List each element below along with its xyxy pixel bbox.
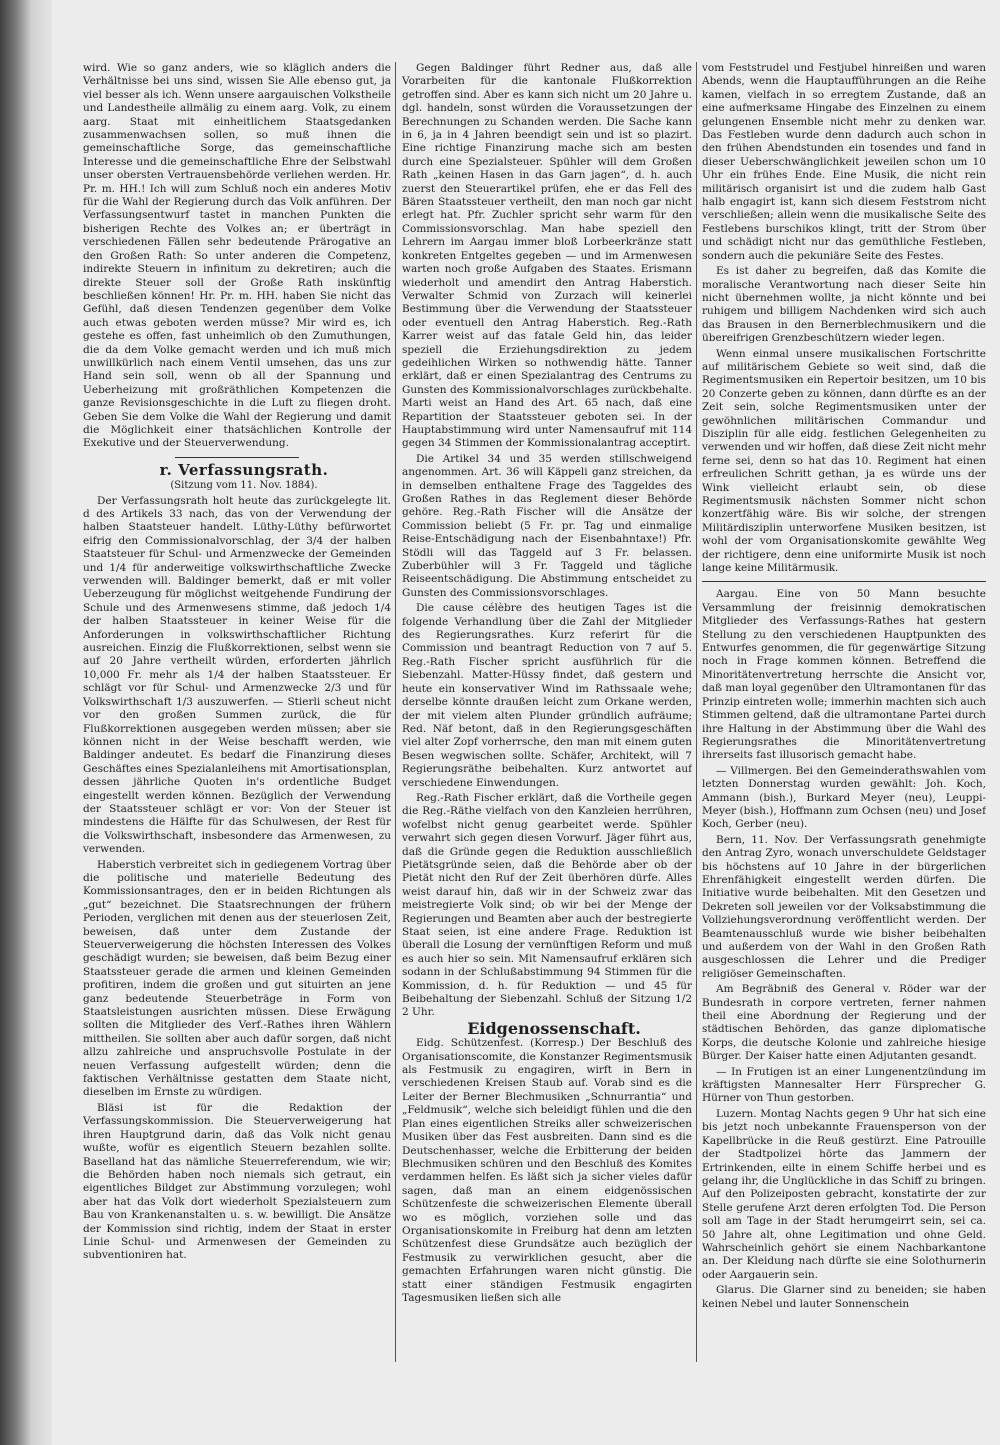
- article-paragraph: vom Feststrudel und Festjubel hinreißen und waren Abends, wenn die Hauptaufführungen an die Reihe kamen, vielfach in so erregtem Zustande, daß an eine aufmerksame Hingabe des Einzelnen zu einem gelungenen Ensemble nicht mehr zu denken war. Das Festleben wurde denn dadurch auch schon in den frühen Abendstunden ein tosendes und fand in dieser Ueberschwänglichkeit jeweilen schon um 10 Uhr ein frühes Ende. Eine Musik, die nicht rein militärisch organisirt ist und die zudem halb Gast halb engagirt ist, kann sich diesem Feststrom nicht verschließen; allein wenn die musikalische Seite des Festlebens burschikos klingt, tritt der Strom über und schädigt nicht nur das gemüthliche Festleben, sondern auch die pekuniäre Seite des Festes.: [702, 62, 986, 262]
- column-rule: [696, 62, 697, 1362]
- article-paragraph: Eidg. Schützenfest. (Korresp.) Der Beschluß des Organisationscomite, die Konstanzer Regimentsmusik als Festmusik zu engagiren, wirft in Bern in verschiedenen Kreisen Staub auf. Vorab sind es die Leiter der Berner Blechmusiken „Schnurrantia“ und „Feldmusik“, welche sich beleidigt fühlen und die den Plan eines eigentlichen Streiks aller schweizerischen Musiken über das Fest ausbreiten. Dann sind es die Deutschenhasser, welche die Erbitterung der beiden Blechmusiken schüren und den Beschluß des Komites verdammen helfen. Es läßt sich ja sicher vieles dafür sagen, daß man an einem eidgenössischen Schützenfeste die schweizerischen Elemente überall wo es möglich, vorziehen solle und das Organisationskomite in Freiburg hat denn am letzten Schützenfest diese Grundsätze auch bezüglich der Festmusik zu verwirklichen gesucht, aber die gemachten Erfahrungen waren nicht günstig. Die statt einer ständigen Festmusik engagirten Tagesmusiken ließen sich alle: [402, 1037, 692, 1304]
- article-paragraph: Reg.-Rath Fischer erklärt, daß die Vortheile gegen die Reg.-Räthe vielfach von den Kanzleien herrühren, wofelbst nicht genug gearbeitet werde. Spühler verwahrt sich gegen diesen Vorwurf. Jäger führt aus, daß die Gründe gegen die Reduktion ausschließlich Pietätsgründe seien, daß die Behörde aber ob der Pietät nicht den Ruf der Zeit überhören dürfe. Alles weist darauf hin, daß wir in der Schweiz zwar das meistregierte Volk sind; ob wir bei der Menge der Regierungen und Beamten aber auch der bestregierte Staat seien, ist eine andere Frage. Reduktion ist überall die Losung der vernünftigen Reform und muß es auch hier so sein. Mit Namensaufruf erklären sich sodann in der Schlußabstimmung 94 Stimmen für die Kommission, d. h. für Reduktion — und 45 für Beibehaltung der Siebenzahl. Schluß der Sitzung 1/2 2 Uhr.: [402, 791, 692, 1019]
- book-binding-edge: [0, 0, 52, 1445]
- news-item: Luzern. Montag Nachts gegen 9 Uhr hat sich eine bis jetzt noch unbekannte Frauensperson von der Kapellbrücke in die Reuß gestürzt. Eine Patrouille der Stadtpolizei hörte das Jammern der Ertrinkenden, eilte in einem Schiffe herbei und es gelang ihr, die Unglückliche in das Schiff zu bringen. Auf den Polizeiposten gebracht, konstatirte der zur Stelle gerufene Arzt deren erfolgten Tod. Die Person soll am Tage in der Stadt herumgeirrt sein, sei ca. 50 Jahre alt, ohne Legitimation und ohne Geld. Wahrscheinlich gehört sie einem Nachbarkantone an. Der Kleidung nach dürfte sie eine Solothurnerin oder Aargauerin sein.: [702, 1107, 986, 1281]
- section-heading: Eidgenossenschaft.: [467, 1018, 641, 1038]
- article-paragraph: Wenn einmal unsere musikalischen Fortschritte auf militärischem Gebiete so weit sind, daß die Regimentsmusiken ein Repertoir besitzen, um 10 bis 20 Conzerte geben zu können, dann dürfte es an der Zeit sein, solche Regimentsmusiken unter der gewöhnlichen militärischen Commandur und Disziplin für alle eidg. festlichen Gelegenheiten zu verwenden und wir hoffen, daß diese Zeit nicht mehr ferne sei, denn so hat das 10. Regiment hat einen erfreulichen Schritt gethan, ja es würde uns der Wink vielleicht erlaubt sein, ob diese Regimentsmusik nächsten Sommer nicht schon konzertfähig wäre. Bis wir solche, der strengen Militärdisziplin unterworfene Musiken besitzen, ist wohl der vom Organisationskomite gewählte Weg der richtigere, denn eine uniformirte Musik ist noch lange keine Militärmusik.: [702, 347, 986, 575]
- section-title: r. Verfassungsrath.: [159, 460, 329, 479]
- article-paragraph: Der Verfassungsrath holt heute das zurückgelegte lit. d des Artikels 33 nach, das von der Verwendung der halben Staatsteuer handelt. Lüthy-Lüthy befürwortet eifrig den Commissionalvorschlag, der 3/4 der halben Staatsteuer für Schul- und Armenzwecke der Gemeinden und 1/4 für anderweitige volkswirthschaftliche Zwecke verwenden will. Baldinger bemerkt, daß er mit voller Ueberzeugung für möglichst weitgehende Fundirung der Schule und des Armenwesens stimme, daß jedoch 1/4 der halben Staatssteuer in keiner Weise für die Anforderungen in volkswirthschaftlicher Richtung ausreichen. Einzig die Flußkorrektionen, selbst wenn sie auf 20 Jahre vertheilt würden, erforderten jährlich 10,000 Fr. mehr als 1/4 der halben Staatssteuer. Er schlägt vor für Schul- und Armenzwecke 2/3 und für Volkswirthschaft 1/3 auszuwerfen. — Stierli scheut nicht vor den großen Summen zurück, die für Flußkorrektionen ausgegeben werden müssen; aber sie können nicht in der Weise beschafft werden, wie Baldinger andeutet. Es bedarf die Finanzirung dieses Geschäftes eines Spezialanleihens mit Amortisationsplan, dessen jährliche Quoten in's ordentliche Budget eingestellt werden können. Bezüglich der Verwendung der Staatssteuer schlägt er vor: Von der Steuer ist mindestens die Hälfte für das Schulwesen, der Rest für die Volkswirthschaft, insbesondere das Armenwesen, zu verwenden.: [83, 494, 391, 856]
- news-item: — In Frutigen ist an einer Lungenentzündung im kräftigsten Mannesalter Herr Fürsprecher G. Hürner von Thun gestorben.: [702, 1065, 986, 1105]
- column-3: [702, 62, 986, 1362]
- newspaper-page: [52, 0, 1000, 1445]
- intro-paragraph: wird. Wie so ganz anders, wie so kläglich anders die Verhältnisse bei uns sind, wissen Sie Alle ebenso gut, ja viel besser als ich. Wenn unsere aargauischen Volkstheile und Landestheile allmälig zu einem aarg. Volk, zu einem aarg. Staat mit einheitlichem Staatsgedanken zusammenwachsen sollen, so muß ihnen die gemeinschaftliche Sorge, das gemeinschaftliche Interesse und die gemeinschaftliche Ehre der Selbstwahl unser obersten Vertrauensbehörde verliehen werden. Hr. Pr. m. HH.! Ich will zum Schluß noch ein anderes Motiv für die Wahl der Regierung durch das Volk anführen. Der Verfassungsentwurf tastet in manchen Punkten die bisherigen Rechte des Volkes an; er überträgt in verschiedenen Fällen sehr bedeutende Prärogative an den Großen Rath: So unter anderen die Competenz, indirekte Steuern in infinitum zu dekretiren; auch die direkte Steuer soll der Große Rath inskünftig beschließen können! Hr. Pr. m. HH. haben Sie nicht das Gefühl, daß diesen Tendenzen gegenüber dem Volke auch etwas geboten werden müsse? Mir wird es, ich gestehe es offen, fast unheimlich ob den Zumuthungen, die da dem Volke gemacht werden und ich muß mich unwillkürlich nach einem Ventil umsehen, das uns zur Hand sein soll, wenn ob all der Spannung und Ueberheizung mit großräthlichen Kompetenzen die ganze Revisionsgeschichte in die Luft zu fliegen droht. Geben Sie dem Volke die Wahl der Regierung und damit die Möglichkeit einer thatsächlichen Kontrolle der Exekutive und der Steuerverwendung.: [83, 62, 391, 450]
- news-item: — Villmergen. Bei den Gemeinderathswahlen vom letzten Donnerstag wurden gewählt: Joh. Koch, Ammann (bish.), Burkard Meyer (neu), Leuppi-Meyer (bish.), Hoffmann zum Ochsen (neu) und Josef Koch, Gerber (neu).: [702, 764, 986, 831]
- section-subtitle: (Sitzung vom 11. Nov. 1884).: [170, 480, 318, 492]
- article-paragraph: Bläsi ist für die Redaktion der Verfassungskommission. Die Steuerverweigerung hat ihren Hauptgrund darin, daß das Volk nicht genau wußte, wofür es eigentlich Steuern bezahlen sollte. Baselland hat das nämliche Steuerreferendum, wie wir; die Behörden haben noch niemals sich getraut, ein eigentliches Bildget zur Abstimmung vorzulegen; wohl aber hat das Volk dort wiederholt Spezialsteuern zum Bau von Krankenanstalten u. s. w. bewilligt. Die Ansätze der Kommission sind richtig, indem der Staat in erster Linie Schul- und Armenwesen der Gemeinden zu subventioniren hat.: [83, 1101, 391, 1262]
- column-1: [83, 62, 391, 1362]
- news-item: Aargau. Eine von 50 Mann besuchte Versammlung der freisinnig demokratischen Mitglieder des Verfassungs-Rathes hat gestern Stellung zu den verschiedenen Hauptpunkten des Entwurfes genommen, die für gegenwärtige Sitzung noch in Frage kommen können. Betreffend die Minoritätenvertretung herrschte die Ansicht vor, daß man loyal gegenüber den Ultramontanen für das Prinzip eintreten wolle; immerhin machten sich auch Stimmen geltend, daß die ultramontane Partei durch ihre Haltung in der Abstimmung über die Wahl des Regierungsrathes die Minoritätenvertretung ihrerseits fast illusorisch gemacht habe.: [702, 588, 986, 762]
- news-item: Glarus. Die Glarner sind zu beneiden; sie haben keinen Nebel und lauter Sonnenschein: [702, 1284, 986, 1310]
- article-paragraph: Es ist daher zu begreifen, daß das Komite die moralische Verantwortung nach dieser Seite hin nicht übernehmen wollte, ja nicht könnte und bei ruhigem und billigem Nachdenken wird sich auch das Brausen in den Bernerblechmusikern und die übereifrigen Grenzbeschützern wieder legen.: [702, 265, 986, 345]
- divider: [175, 457, 298, 458]
- news-item: Am Begräbniß des General v. Röder war der Bundesrath in corpore vertreten, ferner nahmen theil eine Abordnung der Regierung und der städtischen Behörden, das ganze diplomatische Korps, die deutsche Kolonie und zahlreiche hiesige Bürger. Der Kaiser hatte einen Adjutanten gesandt.: [702, 983, 986, 1063]
- article-paragraph: Haberstich verbreitet sich in gediegenem Vortrag über die politische und materielle Bedeutung des Kommissionsantrages, den er in beiden Richtungen als „gut“ bezeichnet. Die Staatsrechnungen der frühern Perioden, verglichen mit denen aus der steuerlosen Zeit, beweisen, daß unter dem Zustande der Steuerverweigerung die höchsten Interessen des Volkes geschädigt wurden; sie beweisen, daß beim Bezug einer Staatssteuer gerade die armen und kleinen Gemeinden profitiren, indem die großen und gut situirten an jene ganz bedeutende Steuerbeträge in Form von Staatsleistungen ausrichten müssen. Diese Erwägung sollten die Mitglieder des Verf.-Rathes ihren Wählern mittheilen. Sie sollten aber auch dafür sorgen, daß nicht allzu zahlreiche und anspruchsvolle Postulate in der neuen Verfassung aufgestellt würden; denn die faktischen Verhältnisse gestatten dem Staate nicht, dieselben im Ernste zu würdigen.: [83, 858, 391, 1099]
- article-paragraph: Gegen Baldinger führt Redner aus, daß alle Vorarbeiten für die kantonale Flußkorrektion getroffen sind. Aber es kann sich nicht um 20 Jahre u. dgl. handeln, sonst würden die Voraussetzungen der Berechnungen zu Schanden werden. Die Sache kann in 6, ja in 4 Jahren beendigt sein und ist so plazirt. Eine richtige Finanzirung mache sich am besten durch eine Spezialsteuer. Spühler will dem Großen Rath „keinen Hasen in das Garn jagen“, d. h. auch zuerst den Steuerartikel prüfen, ehe er das Fell des Bären Staatssteuer vertheilt, den man noch gar nicht erlegt hat. Pfr. Zuchler spricht sehr warm für den Commissionsvorschlag. Man habe speziell den Lehrern im Aargau immer bloß Lorbeerkränze statt konkreten Entgeltes gegeben — und im Armenwesen warten noch große Aufgaben des Staates. Erismann wiederholt und amendirt den Antrag Haberstich. Verwalter Schmid von Zurzach will keinerlei Bestimmung über die Verwendung der Staatssteuer oder eventuell den Antrag Haberstich. Reg.-Rath Karrer weist auf das fatale Geld hin, das leider speziell die Erziehungsdirektion zu jedem gedeihlichen Wirken so nothwendig hätte. Tanner erklärt, daß er einen Spezialantrag des Centrums zu Gunsten des Kommissionalvorschlages zurückbehalte. Marti weist an Hand des Art. 65 nach, daß eine Repartition der Staatssteuer geboten sei. In der Hauptabstimmung wird unter Namensaufruf mit 114 gegen 34 Stimmen der Kommissionalantrag acceptirt.: [402, 62, 692, 450]
- news-item: Bern, 11. Nov. Der Verfassungsrath genehmigte den Antrag Zyro, wonach unverschuldete Geldstager bis höchstens auf 10 Jahre in der bürgerlichen Ehrenfähigkeit eingestellt werden dürfen. Die Initiative wurde beibehalten. Mit den Gesetzen und Dekreten soll jeweilen vor der Volksabstimmung die Vollziehungsverordnung veröffentlicht werden. Der Beamtenausschluß wurde wie bisher beibehalten und außerdem von der Wahl in den Großen Rath ausgeschlossen die Lehrer und die Prediger religiöser Gemeinschaften.: [702, 833, 986, 980]
- column-2: [402, 62, 692, 1362]
- article-paragraph: Die cause célèbre des heutigen Tages ist die folgende Verhandlung über die Zahl der Mitglieder des Regierungsrathes. Kurz referirt für die Commission und beantragt Reduction von 7 auf 5. Reg.-Rath Fischer spricht ausführlich für die Siebenzahl. Matter-Hüssy findet, daß gestern und heute ein konservativer Wind im Rathssaale wehe; derselbe könnte draußen leicht zum Orkane werden, der mit vielem alten Plunder gründlich aufräume; Red. Näf betont, daß in den Regierungsgeschäften viel alter Zopf vorherrsche, den man mit einem guten Besen wegwischen sollte. Schäfer, Architekt, will 7 Regierungsräthe beibehalten. Kurz antwortet auf verschiedene Einwendungen.: [402, 602, 692, 789]
- article-paragraph: Die Artikel 34 und 35 werden stillschweigend angenommen. Art. 36 will Käppeli ganz streichen, da in demselben enthaltene Frage des Taggeldes des Großen Rathes in das Reglement dieser Behörde gehöre. Reg.-Rath Fischer will die Ansätze der Commission beliebt (5 Fr. pr. Tag und einmalige Reise-Entschädigung nach der Eisenbahntaxe!) Pfr. Stödli will das Taggeld auf 3 Fr. belassen. Zuberbühler will 3 Fr. Taggeld und tägliche Reiseentschädigung. Die Abstimmung entscheidet zu Gunsten des Commissionsvorschlages.: [402, 452, 692, 599]
- column-rule: [395, 62, 396, 1362]
- divider: [702, 581, 986, 582]
